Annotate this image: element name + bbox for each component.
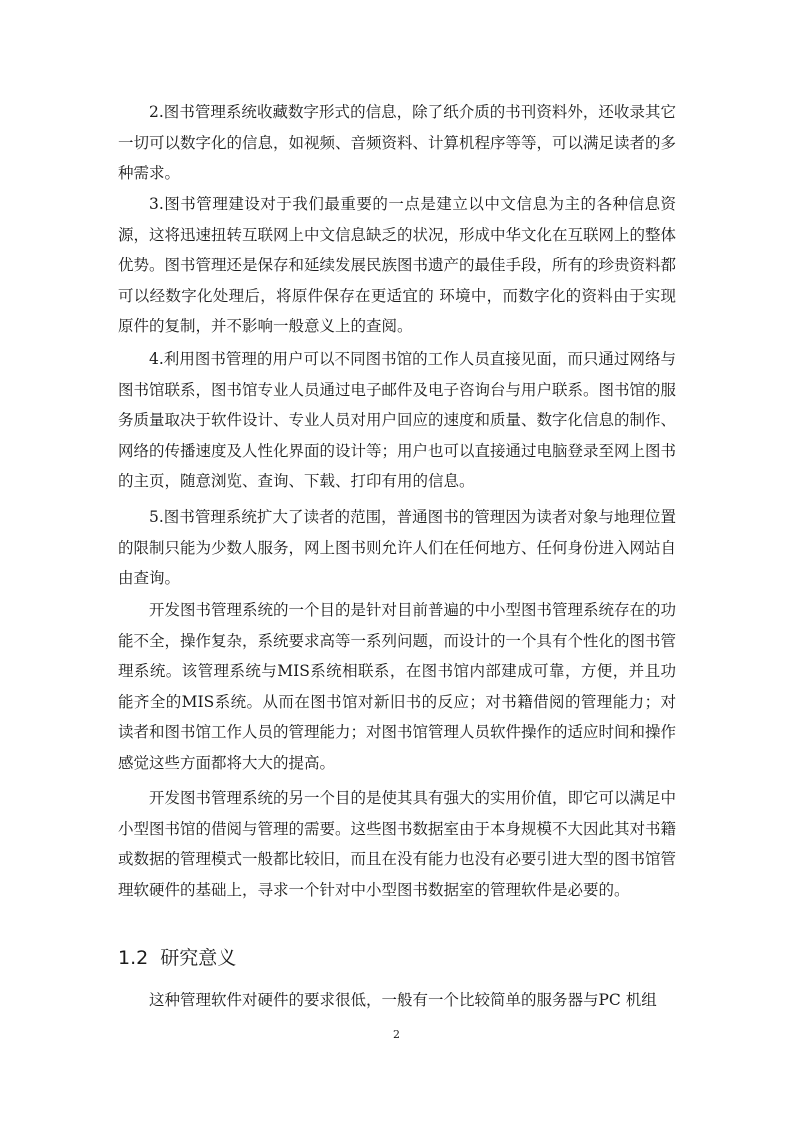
- section-title: 研究意义: [160, 947, 237, 969]
- section-number: 1.2: [118, 947, 149, 969]
- paragraph-item-3: 3.图书管理建设对于我们最重要的一点是建立以中文信息为主的各种信息资源，这将迅速扭转互联网上中文信息缺乏的状况，形成中华文化在互联网上的整体优势。图书管理还是保存和延续发展民族图书遗产的最佳手段，所有的珍贵资料都可以经数字化处理后，将原件保存在更适宜的 环境中，而数字化的资料由于实现原件的复制，并不影响一般意义上的查阅。: [118, 195, 677, 335]
- paragraph-item-4: 4.利用图书管理的用户可以不同图书馆的工作人员直接见面，而只通过网络与图书馆联系，图书馆专业人员通过电子邮件及电子咨询台与用户联系。图书馆的服务质量取决于软件设计、专业人员对用户回应的速度和质量、数字化信息的制作、网络的传播速度及人性化界面的设计等；用户也可以直接通过电脑登录至网上图书的主页，随意浏览、查询、下载、打印有用的信息。: [118, 350, 677, 490]
- page-number: 2: [393, 1028, 400, 1041]
- paragraph-significance: 这种管理软件对硬件的要求很低，一般有一个比较简单的服务器与PC 机组: [149, 991, 657, 1009]
- paragraph-item-5: 5.图书管理系统扩大了读者的范围，普通图书的管理因为读者对象与地理位置的限制只能为少数人服务，网上图书则允许人们在任何地方、任何身份进入网站自由查询。: [118, 508, 677, 587]
- paragraph-item-2: 2.图书管理系统收藏数字形式的信息，除了纸介质的书刊资料外，还收录其它一切可以数字化的信息，如视频、音频资料、计算机程序等等，可以满足读者的多种需求。: [118, 103, 677, 182]
- paragraph-purpose-1: 开发图书管理系统的一个目的是针对目前普遍的中小型图书管理系统存在的功能不全，操作复杂，系统要求高等一系列问题，而设计的一个具有个性化的图书管理系统。该管理系统与MIS系统相联系，在图书馆内部建成可靠，方便，并且功能齐全的MIS系统。从而在图书馆对新旧书的反应；对书籍借阅的管理能力；对读者和图书馆工作人员的管理能力；对图书馆管理人员软件操作的适应时间和操作感觉这些方面都将大大的提高。: [118, 601, 677, 772]
- section-heading: [118, 943, 236, 973]
- paragraph-purpose-2: 开发图书管理系统的另一个目的是使其具有强大的实用价值，即它可以满足中小型图书馆的借阅与管理的需要。这些图书数据室由于本身规模不大因此其对书籍或数据的管理模式一般都比较旧，而且在没有能力也没有必要引进大型的图书馆管理软硬件的基础上，寻求一个针对中小型图书数据室的管理软件是必要的。: [118, 789, 677, 899]
